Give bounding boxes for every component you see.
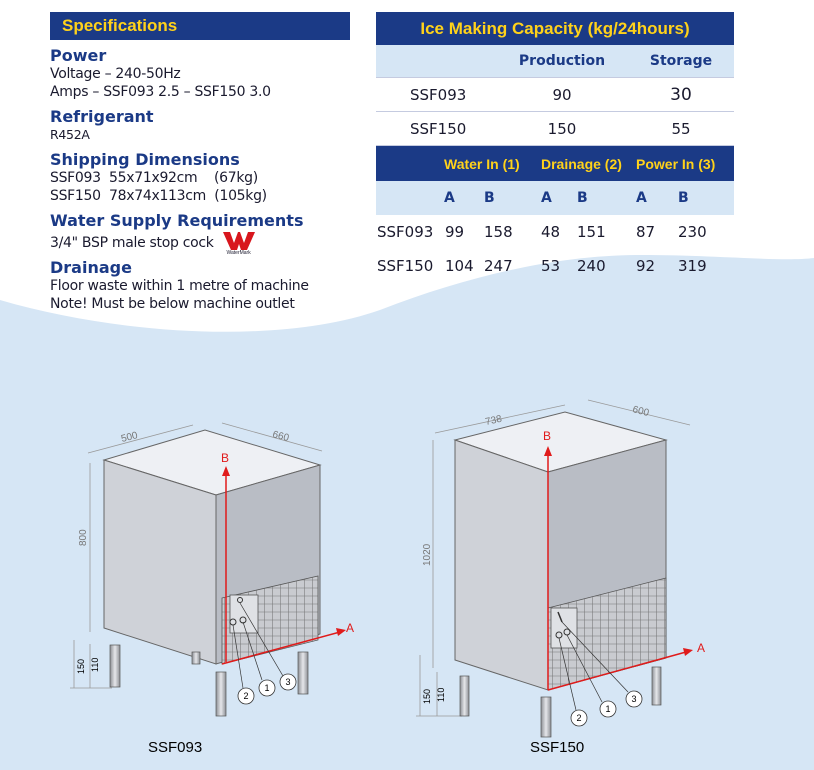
ice-capacity-table <box>376 45 734 146</box>
watermark-logo-text: WaterMark <box>226 250 251 256</box>
refrigerant-heading: Refrigerant <box>50 107 154 126</box>
callout-label: 2 <box>576 713 582 723</box>
conn-cell: 247 <box>484 257 513 275</box>
conn-cell: 319 <box>678 257 707 275</box>
water-supply-row <box>50 230 350 256</box>
ssf150-drawing <box>416 400 705 737</box>
callout-label: 3 <box>285 677 291 687</box>
conn-cell: 53 <box>541 257 561 275</box>
drainage-section <box>50 258 350 313</box>
conn-cell: 92 <box>636 257 656 275</box>
table-row <box>376 112 734 146</box>
ssf093-caption: SSF093 <box>148 739 203 756</box>
axis-label: A <box>539 181 576 215</box>
ice-row-model: SSF150 <box>376 112 496 146</box>
ssf150-dim-depth: 600 <box>631 404 651 419</box>
ice-capacity-panel <box>376 12 734 283</box>
conn-cell: 48 <box>541 223 561 241</box>
group-power-in: Power In (3) <box>632 146 734 181</box>
group-water-in: Water In (1) <box>444 146 539 181</box>
power-amps: Amps – SSF093 2.5 – SSF150 3.0 <box>50 84 271 100</box>
table-row <box>376 249 734 283</box>
callout-label: 1 <box>605 704 611 714</box>
ssf150-dim-width: 738 <box>484 413 503 428</box>
water-supply-heading: Water Supply Requirements <box>50 211 304 230</box>
axis-label: B <box>576 181 632 215</box>
ssf150-axis-b-label: B <box>543 429 552 443</box>
ssf093-dim-leg-inner: 110 <box>90 657 100 672</box>
ice-header-production: Production <box>496 45 628 78</box>
ssf093-dim-width: 500 <box>120 430 139 445</box>
callout-label: 2 <box>243 691 249 701</box>
ice-capacity-header-row <box>376 45 734 78</box>
conn-cell: 240 <box>577 257 606 275</box>
conn-row-model: SSF150 <box>377 257 434 275</box>
conn-cell: 104 <box>445 257 474 275</box>
ssf093-dim-height: 800 <box>78 529 89 546</box>
drainage-heading: Drainage <box>50 258 132 277</box>
ice-row-storage: 30 <box>628 78 734 112</box>
ssf093-dim-leg-outer: 150 <box>76 658 86 674</box>
ssf150-caption: SSF150 <box>530 739 585 756</box>
specifications-title: Specifications <box>50 12 350 40</box>
table-row <box>376 78 734 112</box>
ssf150-dim-leg-outer: 150 <box>422 688 432 704</box>
power-voltage: Voltage – 240-50Hz <box>50 66 181 82</box>
shipping-heading: Shipping Dimensions <box>50 150 240 169</box>
ssf150-dim-leg-inner: 110 <box>436 687 446 702</box>
group-drainage: Drainage (2) <box>539 146 632 181</box>
ssf093-axis-a-label: A <box>346 621 355 635</box>
refrigerant-value: R452A <box>50 127 90 142</box>
ice-capacity-title: Ice Making Capacity (kg/24hours) <box>376 12 734 45</box>
ssf093-axis-b-label: B <box>221 451 230 465</box>
ssf093-dim-depth: 660 <box>271 429 291 444</box>
water-supply-value: 3/4" BSP male stop cock <box>50 235 214 251</box>
axis-label: B <box>677 181 734 215</box>
specifications-panel <box>50 12 350 313</box>
ice-row-model: SSF093 <box>376 78 496 112</box>
power-heading: Power <box>50 46 107 65</box>
ice-row-storage: 55 <box>628 112 734 146</box>
drainage-line-2: Note! Must be below machine outlet <box>50 296 295 312</box>
conn-cell: 87 <box>636 223 656 241</box>
ice-row-production: 150 <box>496 112 628 146</box>
connections-group-row <box>376 146 734 181</box>
conn-cell: 151 <box>577 223 606 241</box>
shipping-ssf150: SSF150 78x74x113cm (105kg) <box>50 188 267 204</box>
conn-row-model: SSF093 <box>377 223 434 241</box>
watermark-logo-icon <box>222 230 256 256</box>
ice-header-blank <box>376 45 496 78</box>
axis-label: A <box>632 181 677 215</box>
conn-cell: 158 <box>484 223 513 241</box>
connections-table <box>376 146 734 283</box>
callout-label: 3 <box>631 694 637 704</box>
ssf093-drawing <box>70 423 354 716</box>
drainage-line-1: Floor waste within 1 metre of machine <box>50 278 309 294</box>
ssf150-dim-height: 1020 <box>422 543 433 566</box>
shipping-section <box>50 150 350 205</box>
table-row <box>376 215 734 249</box>
conn-cell: 230 <box>678 223 707 241</box>
water-supply-section <box>50 211 350 256</box>
axis-label: A <box>444 181 483 215</box>
ssf150-axis-a-label: A <box>697 641 706 655</box>
axis-label: B <box>483 181 539 215</box>
ice-row-production: 90 <box>496 78 628 112</box>
connections-axis-row <box>376 181 734 215</box>
shipping-ssf093: SSF093 55x71x92cm (67kg) <box>50 170 258 186</box>
callout-label: 1 <box>264 683 270 693</box>
refrigerant-section <box>50 107 350 144</box>
conn-cell: 99 <box>445 223 465 241</box>
ice-header-storage: Storage <box>628 45 734 78</box>
power-section <box>50 46 350 101</box>
